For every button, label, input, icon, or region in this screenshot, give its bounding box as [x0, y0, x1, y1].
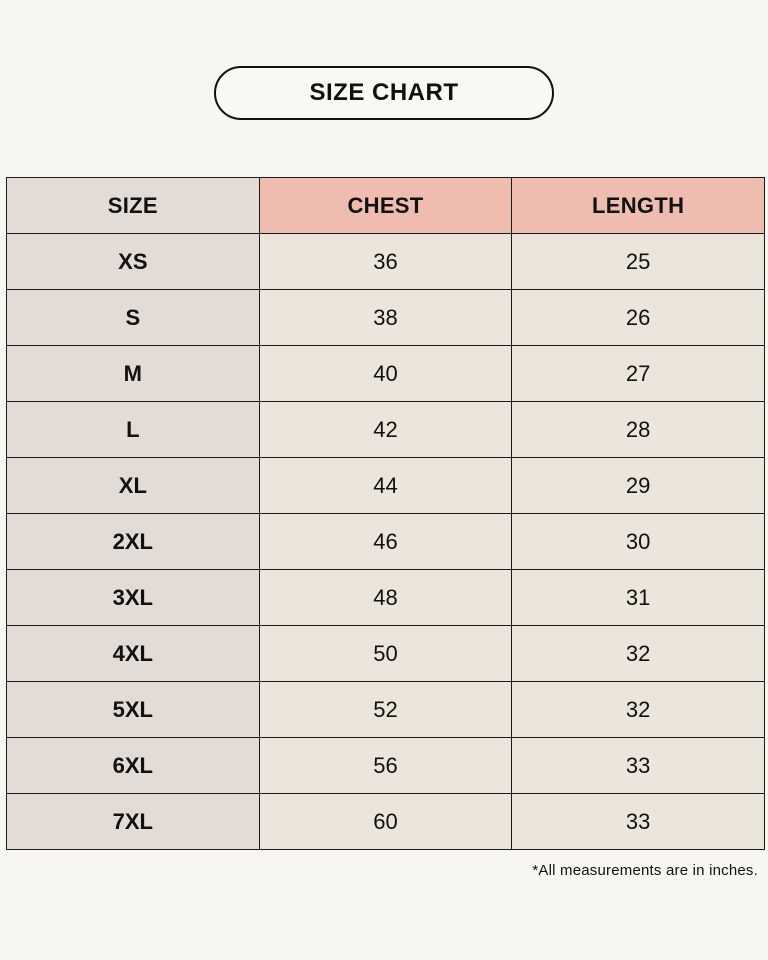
size-cell: 2XL	[7, 514, 260, 570]
table-row	[7, 346, 765, 402]
length-cell: 30	[512, 514, 765, 570]
chest-cell: 50	[259, 626, 512, 682]
table-row	[7, 458, 765, 514]
table-header-row	[7, 178, 765, 234]
chest-cell: 60	[259, 794, 512, 850]
length-cell: 28	[512, 402, 765, 458]
length-cell: 29	[512, 458, 765, 514]
size-cell: 6XL	[7, 738, 260, 794]
chest-cell: 40	[259, 346, 512, 402]
header-size: SIZE	[7, 178, 260, 234]
table-row	[7, 738, 765, 794]
size-cell: M	[7, 346, 260, 402]
table-row	[7, 794, 765, 850]
size-chart-table	[6, 177, 765, 850]
size-cell: XL	[7, 458, 260, 514]
size-cell: L	[7, 402, 260, 458]
chest-cell: 44	[259, 458, 512, 514]
size-cell: S	[7, 290, 260, 346]
table-row	[7, 514, 765, 570]
chest-cell: 46	[259, 514, 512, 570]
size-cell: 4XL	[7, 626, 260, 682]
chest-cell: 48	[259, 570, 512, 626]
table-row	[7, 234, 765, 290]
chest-cell: 56	[259, 738, 512, 794]
header-length: LENGTH	[512, 178, 765, 234]
size-cell: XS	[7, 234, 260, 290]
length-cell: 31	[512, 570, 765, 626]
size-cell: 7XL	[7, 794, 260, 850]
table-row	[7, 682, 765, 738]
header-chest: CHEST	[259, 178, 512, 234]
length-cell: 33	[512, 738, 765, 794]
chest-cell: 42	[259, 402, 512, 458]
chest-cell: 38	[259, 290, 512, 346]
size-cell: 5XL	[7, 682, 260, 738]
length-cell: 32	[512, 682, 765, 738]
size-cell: 3XL	[7, 570, 260, 626]
table-row	[7, 570, 765, 626]
length-cell: 33	[512, 794, 765, 850]
measurement-footnote: *All measurements are in inches.	[532, 862, 758, 879]
table-row	[7, 290, 765, 346]
page-title: SIZE CHART	[214, 66, 554, 120]
length-cell: 27	[512, 346, 765, 402]
length-cell: 32	[512, 626, 765, 682]
table-row	[7, 626, 765, 682]
table-row	[7, 402, 765, 458]
chest-cell: 36	[259, 234, 512, 290]
length-cell: 25	[512, 234, 765, 290]
chest-cell: 52	[259, 682, 512, 738]
length-cell: 26	[512, 290, 765, 346]
